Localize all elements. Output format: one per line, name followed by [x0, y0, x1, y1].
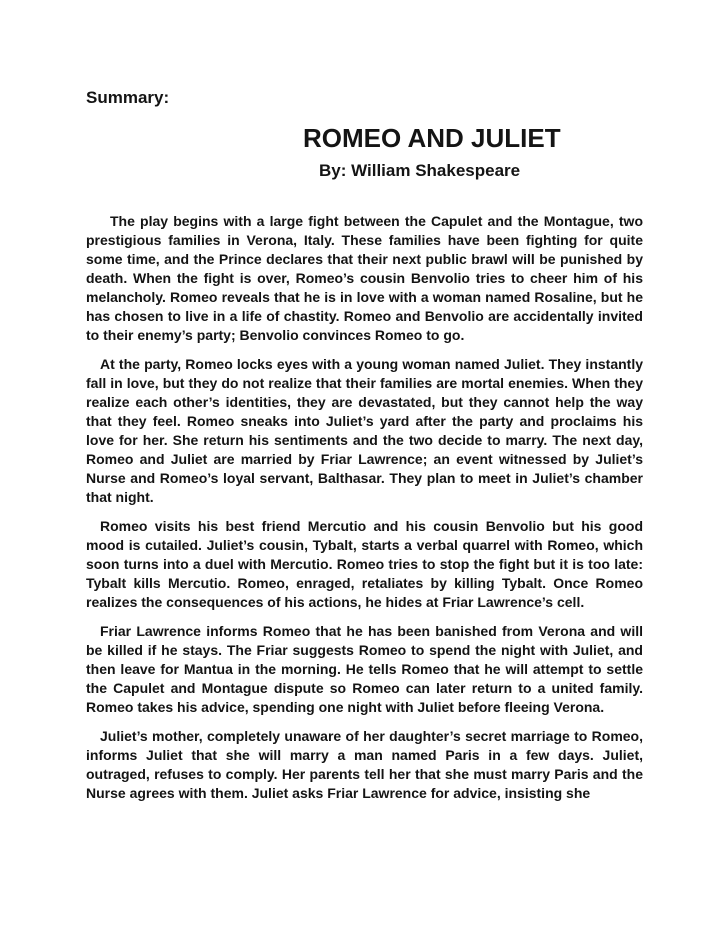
summary-label: Summary:: [86, 88, 170, 107]
document-title: ROMEO AND JULIET: [303, 123, 561, 153]
document-body: [86, 212, 643, 813]
document-author: By: William Shakespeare: [319, 161, 521, 180]
paragraph: At the party, Romeo locks eyes with a young woman named Juliet. They instantly fall in love, but they do not realize that their families are mortal enemies. When they realize each other’s identities, they are devastated, but they cannot help the way that they feel. Romeo sneaks into Juliet’s yard after the party and proclaims his love for her. She return his sentiments and the two decide to marry. The next day, Romeo and Juliet are married by Friar Lawrence; an event witnessed by Juliet’s Nurse and Romeo’s loyal servant, Balthasar. They plan to meet in Juliet’s chamber that night.: [86, 356, 643, 505]
paragraph: Friar Lawrence informs Romeo that he has been banished from Verona and will be killed if he stays. The Friar suggests Romeo to spend the night with Juliet, and then leave for Mantua in the morning. He tells Romeo that he will attempt to settle the Capulet and Montague dispute so Romeo can later return to a united family. Romeo takes his advice, spending one night with Juliet before fleeing Verona.: [86, 623, 643, 715]
paragraph: Romeo visits his best friend Mercutio and his cousin Benvolio but his good mood is cutailed. Juliet’s cousin, Tybalt, starts a verbal quarrel with Romeo, which soon turns into a duel with Mercutio. Romeo tries to stop the fight but it is too late: Tybalt kills Mercutio. Romeo, enraged, retaliates by killing Tybalt. Once Romeo realizes the consequences of his actions, he hides at Friar Lawrence’s cell.: [86, 518, 643, 610]
paragraph: Juliet’s mother, completely unaware of her daughter’s secret marriage to Romeo, informs Juliet that she will marry a man named Paris in a few days. Juliet, outraged, refuses to comply. Her parents tell her that she must marry Paris and the Nurse agrees with them. Juliet asks Friar Lawrence for advice, insisting she: [86, 728, 643, 801]
paragraph: The play begins with a large fight between the Capulet and the Montague, two prestigious families in Verona, Italy. These families have been fighting for quite some time, and the Prince declares that their next public brawl will be punished by death. When the fight is over, Romeo’s cousin Benvolio tries to cheer him of his melancholy. Romeo reveals that he is in love with a woman named Rosaline, but he has chosen to live in a life of chastity. Romeo and Benvolio are accidentally invited to their enemy’s party; Benvolio convinces Romeo to go.: [86, 213, 643, 343]
